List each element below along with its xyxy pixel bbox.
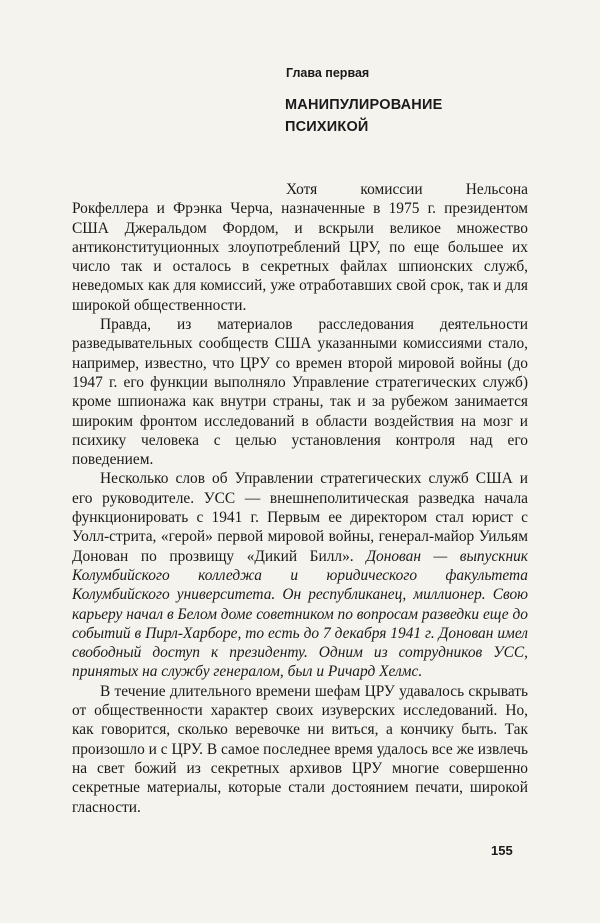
chapter-label: Глава первая — [286, 66, 370, 80]
page-number: 155 — [491, 843, 513, 858]
chapter-title-line-1: МАНИПУЛИРОВАНИЕ — [285, 97, 443, 113]
paragraph-3-text: Несколько слов об Управлении стратегических служб США и его руководителе. УСС — внешнеполитическая разведка начала функционировать с 1941 г. Первым ее директором стал юрист с Уолл-стрита, «герой» первой мировой войны, генерал-майор Уильям Донован по прозвищу «Дикий Билл». — [72, 470, 528, 565]
paragraph-4: В течение длительного времени шефам ЦРУ удавалось скрывать от общественности характер своих изуверских исследований. Но, как говорится, сколько веревочке ни виться, а кончику быть. Так произошло и с ЦРУ. В самое последнее время удалось все же извлечь на свет божий из секретных архивов ЦРУ многие совершенно секретные материалы, которые стали достоянием печати, широкой гласности. — [72, 682, 528, 816]
chapter-title-line-2: ПСИХИКОЙ — [285, 119, 369, 135]
chapter-title — [285, 94, 442, 138]
body-text — [72, 180, 528, 817]
paragraph-3-italic: Донован — выпускник Колумбийского колледжа и юридического факультета Колумбийского университета. Он республиканец, миллионер. Свою карьеру начал в Белом доме советником по вопросам разведки еще до событий в Пирл-Харборе, то есть до 7 декабря 1941 г. Донован имел свободный доступ к президенту. Одним из сотрудников УСС, принятых на службу генералом, был и Ричард Хелмс. — [72, 547, 529, 681]
paragraph-1: Хотя комиссии Нельсона Рокфеллера и Фрэнка Черча, назначенные в 1975 г. президентом США Джеральдом Фордом, и вскрыли великое множество антиконституционных злоупотреблений ЦРУ, по еще большее их число так и осталось в секретных файлах шпионских служб, неведомых как для комиссий, уже отработавших свой срок, так и для широкой общественности. — [72, 181, 528, 314]
paragraph-2: Правда, из материалов расследования деятельности разведывательных сообществ США указанными комиссиями стало, например, известно, что ЦРУ со времен второй мировой войны (до 1947 г. его функции выполняло Управление стратегических служб) кроме шпионажа как внутри страны, так и за рубежом занимается широким фронтом исследований в области воздействия на мозг и психику человека с целью установления контроля над его поведением. — [72, 316, 528, 469]
paragraph-3 — [72, 469, 528, 681]
